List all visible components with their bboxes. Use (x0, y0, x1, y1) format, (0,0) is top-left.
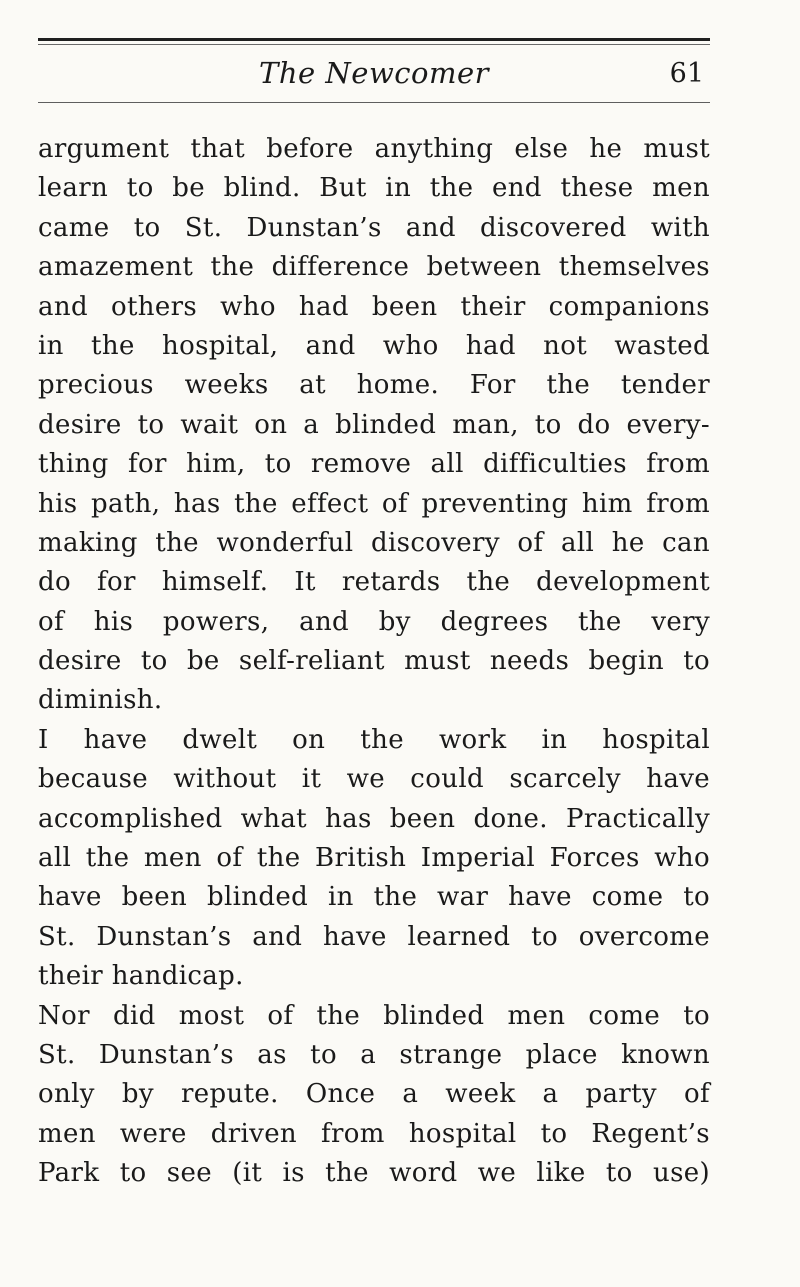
text-line: thing for him, to remove all difficulties from (38, 449, 710, 480)
text-line: men were driven from hospital to Regent’s (38, 1118, 710, 1149)
text-line: Nor did most of the blinded men come to (38, 1000, 710, 1031)
header-rule-bottom (38, 102, 710, 103)
text-line: only by repute. Once a week a party of (38, 1079, 710, 1110)
text-line: his path, has the effect of preventing him from (38, 488, 710, 519)
text-line: because without it we could scarcely have (38, 764, 710, 795)
text-line: learn to be blind. But in the end these men (38, 173, 710, 204)
text-line: precious weeks at home. For the tender (38, 370, 710, 401)
text-line: argument that before anything else he must (38, 134, 710, 164)
text-line: their handicap. (38, 961, 244, 992)
header-rule-thick (38, 38, 710, 41)
running-title: The Newcomer (259, 56, 489, 90)
text-line: do for himself. It retards the development (38, 567, 710, 598)
running-head (38, 56, 710, 96)
body-text (38, 130, 710, 1194)
text-line: all the men of the British Imperial Forces who (38, 843, 710, 874)
text-line: St. Dunstan’s and have learned to overcome (38, 921, 710, 952)
text-line: Park to see (it is the word we like to use) (38, 1158, 710, 1189)
text-line: desire to be self-reliant must needs begin to (38, 646, 710, 677)
text-line: diminish. (38, 685, 163, 716)
text-line: in the hospital, and who had not wasted (38, 330, 710, 361)
text-line: I have dwelt on the work in hospital (38, 724, 710, 755)
text-line: making the wonderful discovery of all he can (38, 527, 710, 558)
text-line: came to St. Dunstan’s and discovered with (38, 212, 710, 243)
text-line: amazement the difference between themselves (38, 252, 710, 283)
text-line: of his powers, and by degrees the very (38, 606, 710, 637)
text-line: and others who had been their companions (38, 291, 710, 322)
text-line: accomplished what has been done. Practically (38, 803, 710, 834)
header-rule-thin (38, 44, 710, 45)
page-number: 61 (669, 58, 704, 89)
book-page (38, 0, 710, 1287)
text-line: have been blinded in the war have come to (38, 882, 710, 913)
text-line: St. Dunstan’s as to a strange place known (38, 1039, 710, 1070)
text-line: desire to wait on a blinded man, to do every- (38, 409, 710, 440)
